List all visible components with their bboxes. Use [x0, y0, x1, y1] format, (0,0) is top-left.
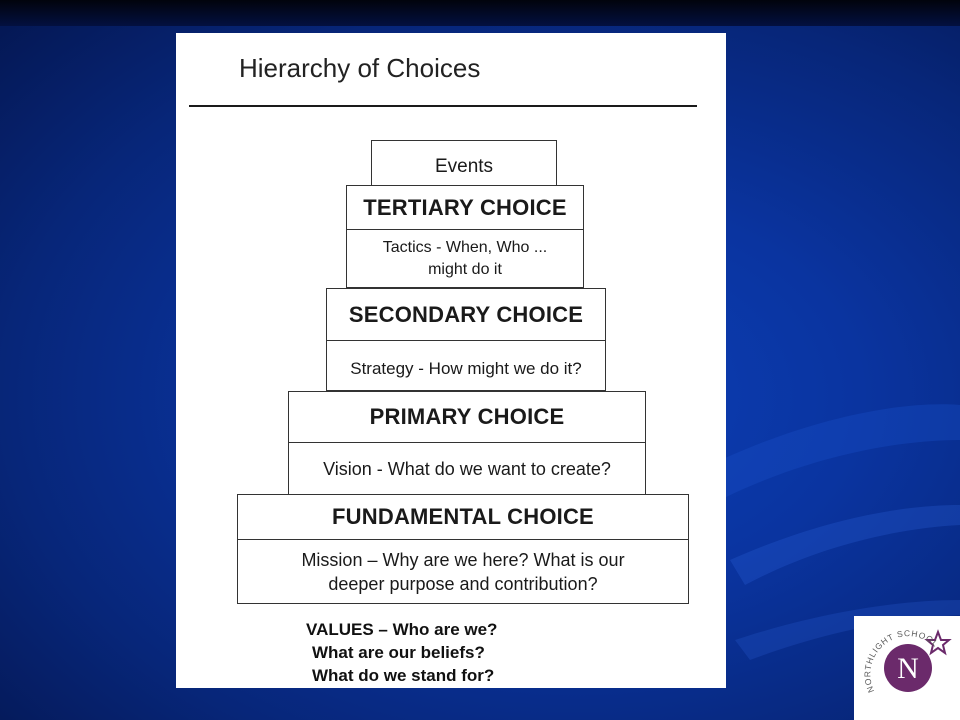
secondary-choice-label: SECONDARY CHOICE: [348, 301, 584, 327]
values-line-2: What are our beliefs?: [312, 643, 485, 662]
primary-desc-label: Vision - What do we want to create?: [323, 458, 611, 479]
events-label: Events: [434, 156, 494, 177]
logo-letter: N: [897, 652, 919, 685]
logo-emblem: [854, 616, 960, 720]
tertiary-desc-line-1: Tactics - When, Who ...: [382, 238, 548, 256]
tier-tertiary-choice: [346, 185, 584, 230]
tertiary-desc-line-2: might do it: [428, 260, 502, 278]
tier-secondary-choice: [326, 288, 606, 341]
tier-events: [371, 140, 557, 186]
diagram-paper: [176, 33, 726, 688]
tertiary-choice-label: TERTIARY CHOICE: [363, 194, 567, 220]
secondary-desc-label: Strategy - How might we do it?: [350, 358, 582, 378]
values-line-3: What do we stand for?: [312, 666, 495, 685]
title-underline: [189, 105, 697, 107]
values-block: [306, 618, 606, 687]
fundamental-desc-line-1: Mission – Why are we here? What is our: [301, 549, 625, 570]
tier-fundamental-choice: [237, 494, 689, 540]
northlight-school-logo: [854, 616, 960, 720]
logo-text: NORTHLIGHT SCHOOL: [862, 628, 941, 695]
diagram-title: Hierarchy of Choices: [239, 53, 481, 83]
tier-primary-desc: [288, 442, 646, 495]
values-line-1: VALUES – Who are we?: [306, 620, 498, 639]
tier-tertiary-desc: [346, 229, 584, 288]
tier-fundamental-desc: [237, 539, 689, 604]
fundamental-desc-line-2: deeper purpose and contribution?: [328, 573, 598, 594]
primary-choice-label: PRIMARY CHOICE: [369, 404, 565, 429]
tier-secondary-desc: [326, 340, 606, 391]
tier-primary-choice: [288, 391, 646, 443]
fundamental-choice-label: FUNDAMENTAL CHOICE: [332, 504, 594, 529]
